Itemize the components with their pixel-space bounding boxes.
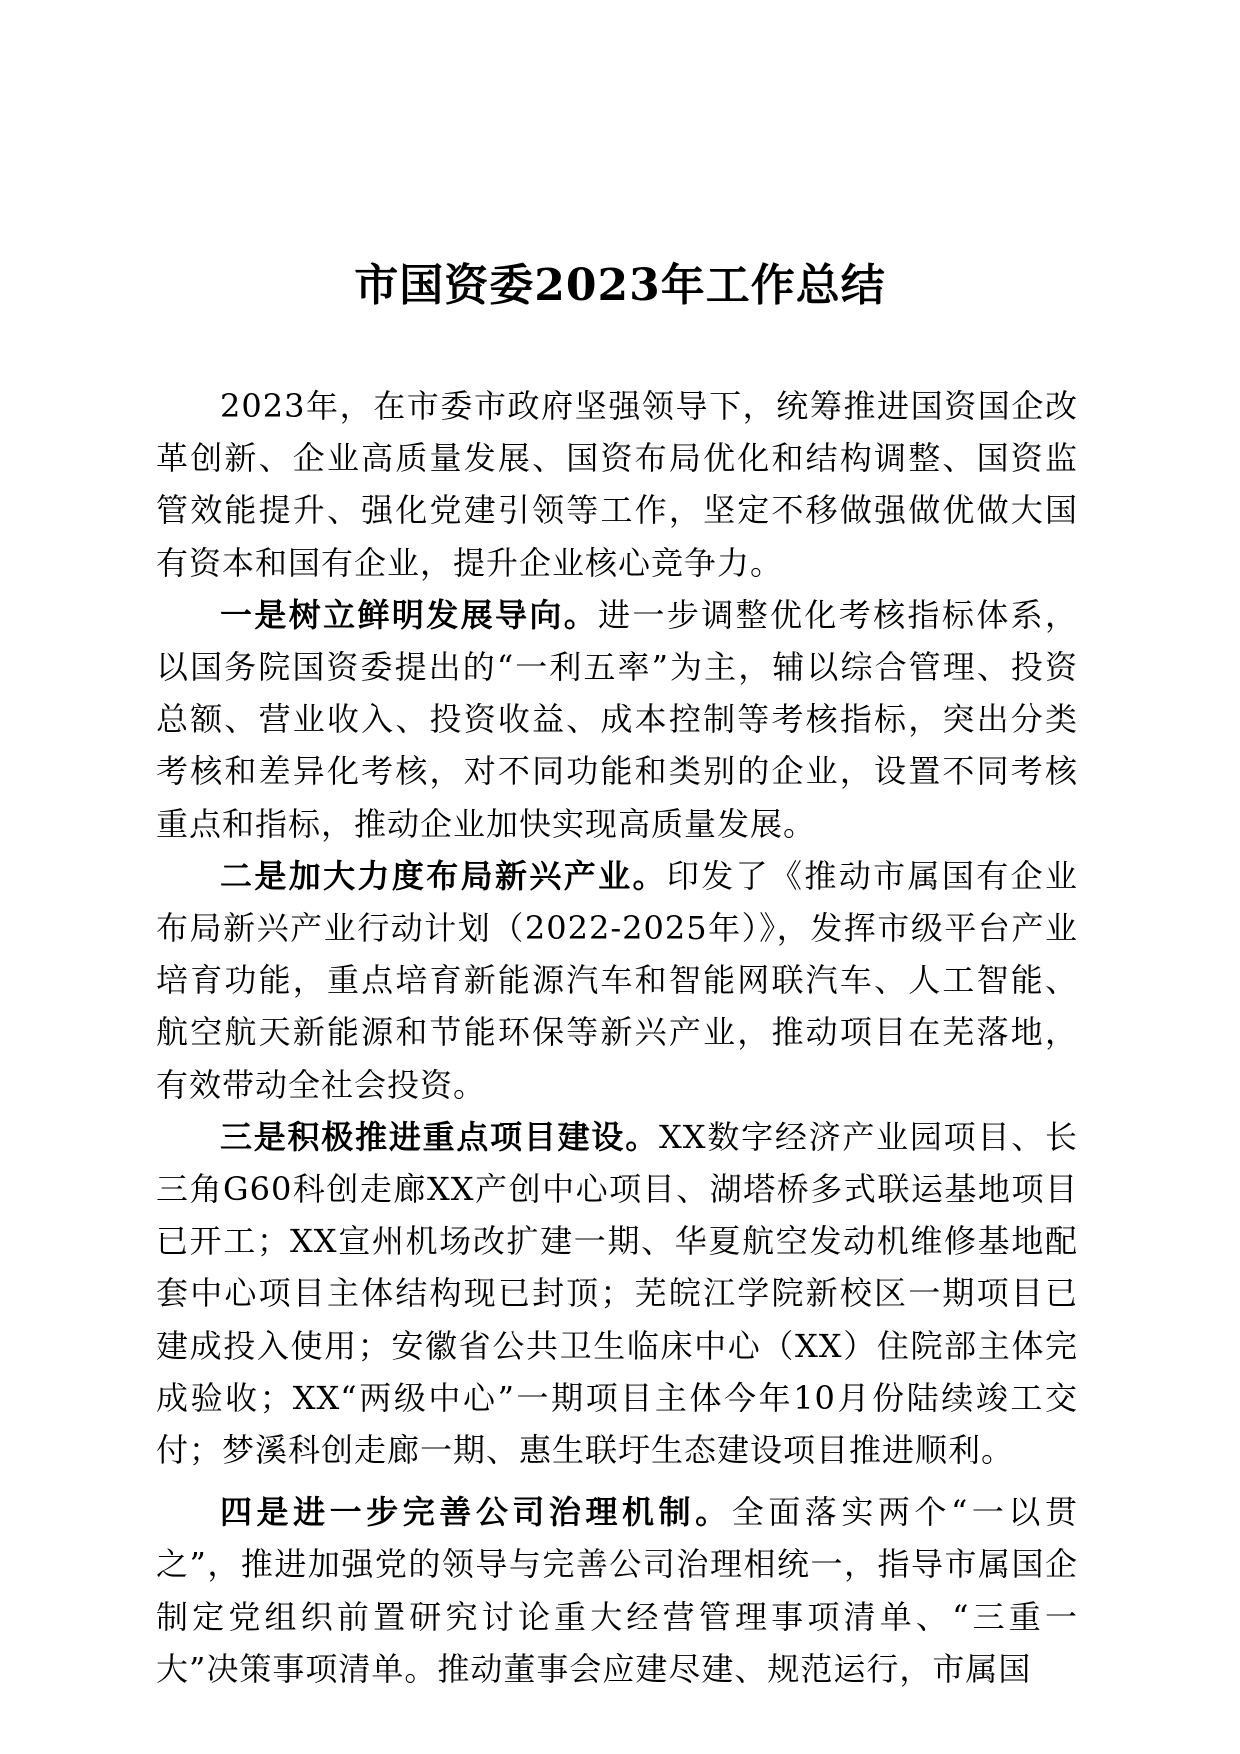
section-lead-1: 一是树立鲜明发展导向。 xyxy=(220,595,599,634)
section-paragraph-4 xyxy=(156,1486,1078,1695)
section-lead-2: 二是加大力度布局新兴产业。 xyxy=(220,856,667,895)
section-text-2: 印发了《推动市属国有企业布局新兴产业行动计划（2022-2025年）》，发挥市级平台产业培育功能，重点培育新能源汽车和智能网联汽车、人工智能、航空航天新能源和节能环保等新兴产业，推动项目在芜落地，有效带动全社会投资。 xyxy=(156,856,1078,1104)
document-title: 市国资委2023年工作总结 xyxy=(354,260,886,311)
section-text-1: 进一步调整优化考核指标体系，以国务院国资委提出的“一利五率”为主，辅以综合管理、投资总额、营业收入、投资收益、成本控制等考核指标，突出分类考核和差异化考核，对不同功能和类别的企业，设置不同考核重点和指标，推动企业加快实现高质量发展。 xyxy=(156,595,1078,843)
section-paragraph-2 xyxy=(156,850,1078,1111)
document-body xyxy=(156,380,1078,1695)
section-lead-4: 四是进一步完善公司治理机制。 xyxy=(220,1493,732,1532)
intro-paragraph: 2023年，在市委市政府坚强领导下，统筹推进国资国企改革创新、企业高质量发展、国资布局优化和结构调整、国资监管效能提升、强化党建引领等工作，坚定不移做强做优做大国有资本和国有企业，提升企业核心竞争力。 xyxy=(156,387,1078,582)
section-text-3: XX数字经济产业园项目、长三角G60科创走廊XX产创中心项目、湖塔桥多式联运基地项目已开工；XX宣州机场改扩建一期、华夏航空发动机维修基地配套中心项目主体结构现已封顶；芜皖江学院新校区一期项目已建成投入使用；安徽省公共卫生临床中心（XX）住院部主体完成验收；XX“两级中心”一期项目主体今年10月份陆续竣工交付；梦溪科创走廊一期、惠生联圩生态建设项目推进顺利。 xyxy=(156,1117,1078,1470)
section-paragraph-3 xyxy=(156,1111,1078,1476)
section-lead-3: 三是积极推进重点项目建设。 xyxy=(220,1117,659,1156)
section-paragraph-1 xyxy=(156,589,1078,850)
section-text-4: 全面落实两个“一以贯之”，推进加强党的领导与完善公司治理相统一，指导市属国企制定党组织前置研究讨论重大经营管理事项清单、“三重一大”决策事项清单。推动董事会应建尽建、规范运行，市属国 xyxy=(156,1493,1078,1688)
